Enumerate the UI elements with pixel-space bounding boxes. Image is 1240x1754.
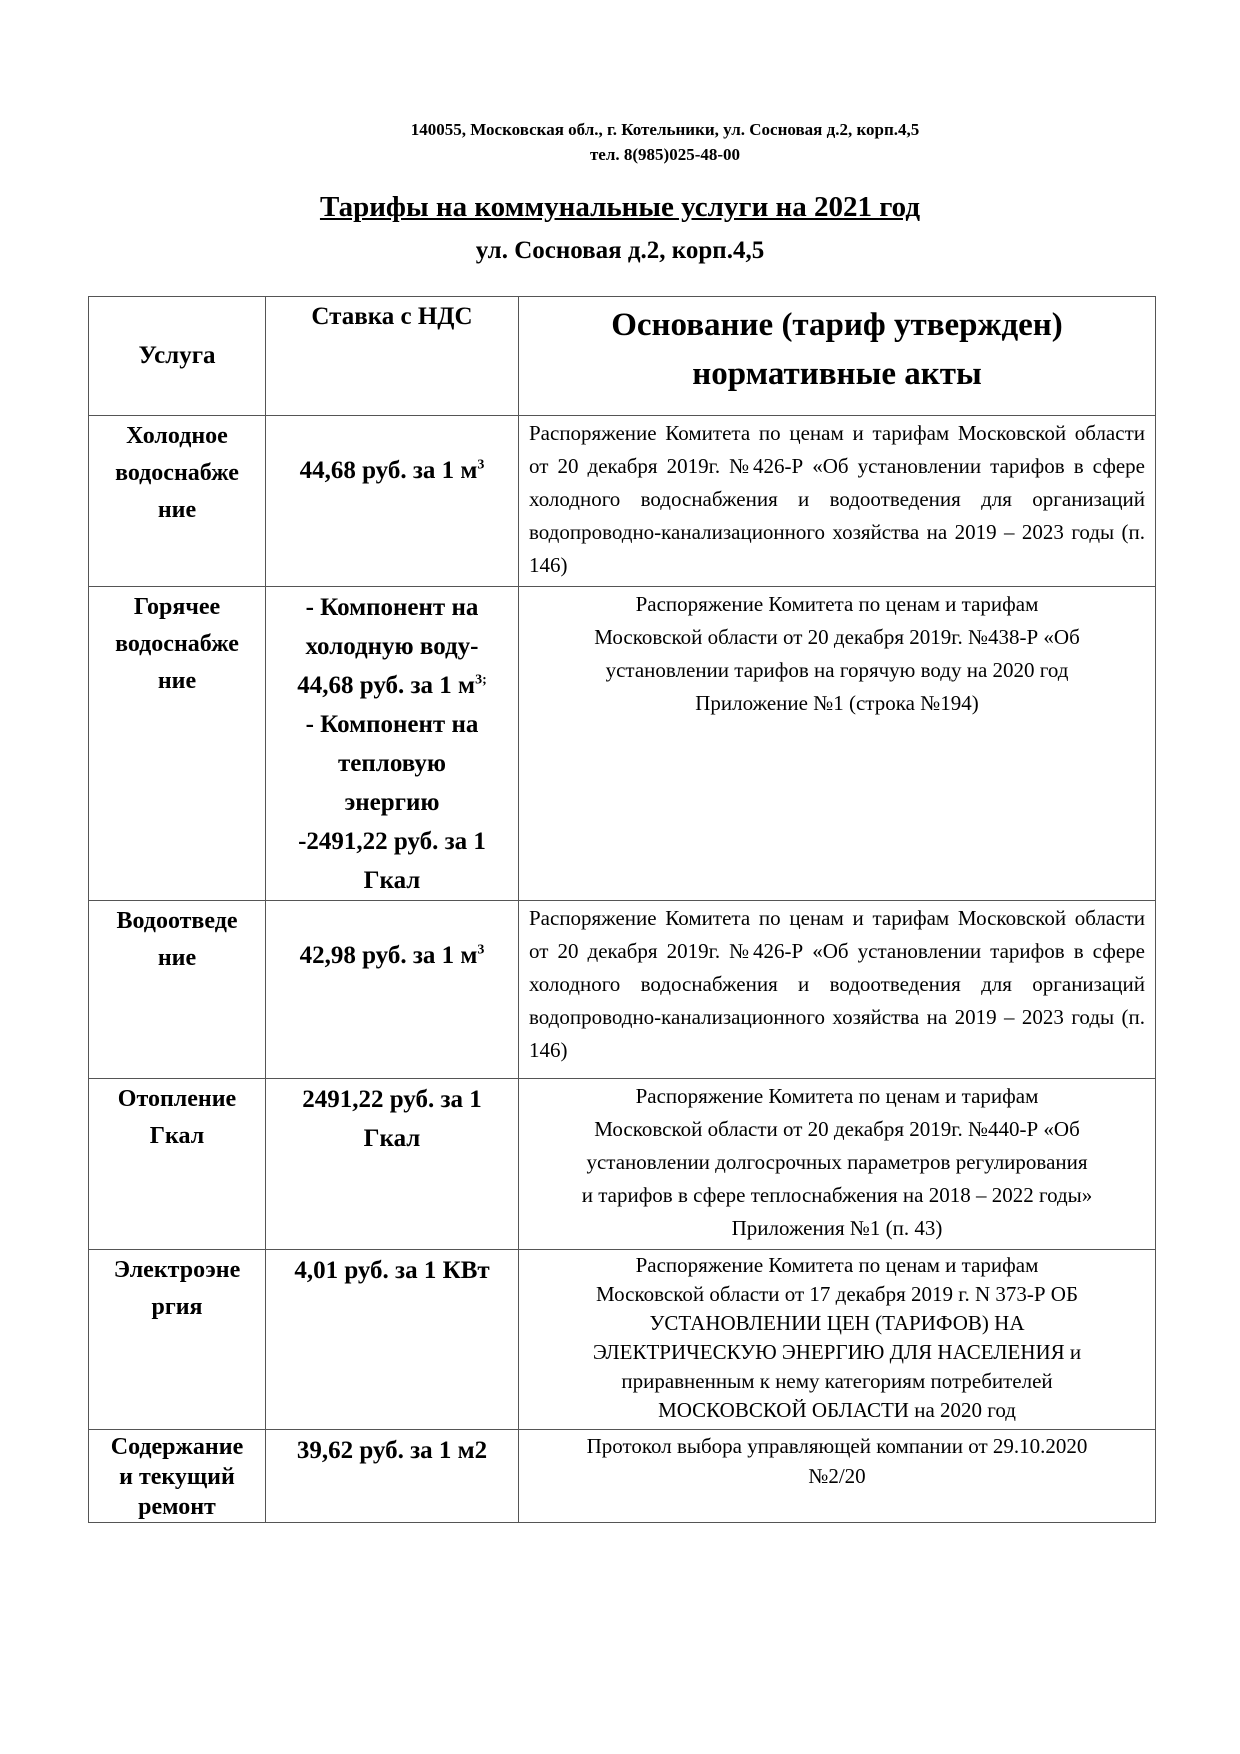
basis-cell	[519, 1079, 1156, 1250]
basis-line: Московской области от 20 декабря 2019г. №438-Р «Об	[594, 625, 1080, 649]
table-row-heating	[89, 1079, 1156, 1250]
address-line: 140055, Московская обл., г. Котельники, ул. Сосновая д.2, корп.4,5	[410, 120, 920, 139]
rate-line: Гкал	[363, 1125, 421, 1152]
rate-value: 42,98 руб. за 1 м	[299, 942, 478, 969]
basis-cell: Распоряжение Комитета по ценам и тарифам Московской области от 20 декабря 2019г. №426-Р «Об установлении тарифов в сфере холодного водоснабжения и водоотведения для организаций водопроводно-канализационного хозяйства на 2019 – 2023 годы (п. 146)	[519, 901, 1156, 1079]
basis-line: и тарифов в сфере теплоснабжения на 2018 – 2022 годы»	[581, 1183, 1093, 1207]
basis-line: УСТАНОВЛЕНИИ ЦЕН (ТАРИФОВ) НА	[649, 1311, 1025, 1335]
basis-line: установлении долгосрочных параметров регулирования	[586, 1150, 1088, 1174]
rate-line: - Компонент на	[305, 594, 479, 621]
table-row-hot-water	[89, 587, 1156, 901]
rate-superscript: 3	[477, 457, 485, 473]
basis-line: Распоряжение Комитета по ценам и тарифам	[635, 1253, 1039, 1277]
document-title: Тарифы на коммунальные услуги на 2021 год	[319, 191, 921, 223]
service-line: Холодное	[126, 423, 228, 449]
phone-line: тел. 8(985)025-48-00	[589, 145, 741, 164]
rate-line: энергию	[344, 789, 440, 816]
table-header-row	[89, 297, 1156, 416]
tariff-table	[88, 296, 1156, 1523]
service-line: ремонт	[138, 1494, 216, 1520]
service-line: Горячее	[133, 594, 221, 620]
service-cell	[89, 1250, 266, 1430]
service-line: ние	[157, 497, 197, 523]
basis-line: Распоряжение Комитета по ценам и тарифам	[635, 1084, 1039, 1108]
basis-line: ЭЛЕКТРИЧЕСКУЮ ЭНЕРГИЮ ДЛЯ НАСЕЛЕНИЯ и	[592, 1340, 1082, 1364]
basis-line: №2/20	[808, 1464, 866, 1488]
basis-cell	[519, 1250, 1156, 1430]
column-header-basis	[519, 297, 1156, 416]
service-cell	[89, 587, 266, 901]
rate-line: Гкал	[363, 867, 421, 894]
table-row-maintenance	[89, 1430, 1156, 1523]
rate-line: - Компонент на	[305, 711, 479, 738]
rate-line: холодную воду-	[305, 633, 479, 660]
rate-line	[266, 666, 518, 705]
service-line: водоснабже	[115, 631, 239, 657]
service-cell	[89, 1079, 266, 1250]
rate-cell	[266, 587, 519, 901]
column-header-rate: Ставка с НДС	[266, 297, 519, 416]
service-line: Водоотведе	[116, 908, 238, 934]
rate-line: 2491,22 руб. за 1	[302, 1086, 482, 1113]
rate-superscript: 3;	[475, 672, 487, 688]
basis-cell	[519, 1430, 1156, 1523]
service-line: ние	[157, 668, 197, 694]
column-header-basis-line: Основание (тариф утвержден)	[611, 307, 1063, 343]
rate-line: -2491,22 руб. за 1	[298, 828, 486, 855]
basis-line: установлении тарифов на горячую воду на 2020 год	[605, 658, 1069, 682]
basis-line: Московской области от 20 декабря 2019г. №440-Р «Об	[594, 1117, 1080, 1141]
table-row-cold-water	[89, 416, 1156, 587]
rate-cell	[266, 901, 519, 1079]
basis-cell	[519, 587, 1156, 901]
service-line: и текущий	[119, 1464, 235, 1490]
service-line: Содержание	[110, 1434, 244, 1460]
service-line: Электроэне	[113, 1257, 241, 1283]
service-cell	[89, 1430, 266, 1523]
basis-line: приравненным к нему категориям потребителей	[621, 1369, 1053, 1393]
basis-line: Распоряжение Комитета по ценам и тарифам	[635, 592, 1039, 616]
basis-line: Приложение №1 (строка №194)	[695, 691, 979, 715]
basis-cell: Распоряжение Комитета по ценам и тарифам Московской области от 20 декабря 2019г. №426-Р «Об установлении тарифов в сфере холодного водоснабжения и водоотведения для организаций водопроводно-канализационного хозяйства на 2019 – 2023 годы (п. 146)	[519, 416, 1156, 587]
column-header-service: Услуга	[89, 297, 266, 416]
service-line: водоснабже	[115, 460, 239, 486]
basis-line: Приложения №1 (п. 43)	[731, 1216, 943, 1240]
rate-value: 44,68 руб. за 1 м	[299, 457, 478, 484]
rate-cell: 4,01 руб. за 1 КВт	[266, 1250, 519, 1430]
rate-cell: 39,62 руб. за 1 м2	[266, 1430, 519, 1523]
basis-line: МОСКОВСКОЙ ОБЛАСТИ на 2020 год	[658, 1398, 1016, 1422]
service-cell	[89, 901, 266, 1079]
service-line: Отопление	[117, 1086, 237, 1112]
table-row-electricity	[89, 1250, 1156, 1430]
basis-line: Московской области от 17 декабря 2019 г. N 373-Р ОБ	[595, 1282, 1079, 1306]
document-subtitle: ул. Сосновая д.2, корп.4,5	[475, 237, 765, 264]
service-cell	[89, 416, 266, 587]
rate-cell	[266, 1079, 519, 1250]
rate-superscript: 3	[477, 942, 485, 958]
service-line: ргия	[151, 1294, 203, 1320]
basis-line: Протокол выбора управляющей компании от 29.10.2020	[586, 1434, 1088, 1458]
column-header-basis-line: нормативные акты	[692, 356, 982, 392]
service-line: Гкал	[149, 1123, 205, 1149]
rate-line: тепловую	[338, 750, 446, 777]
service-line: ние	[157, 945, 197, 971]
rate-cell	[266, 416, 519, 587]
rate-line-text: 44,68 руб. за 1 м	[297, 672, 476, 699]
table-row-drainage	[89, 901, 1156, 1079]
